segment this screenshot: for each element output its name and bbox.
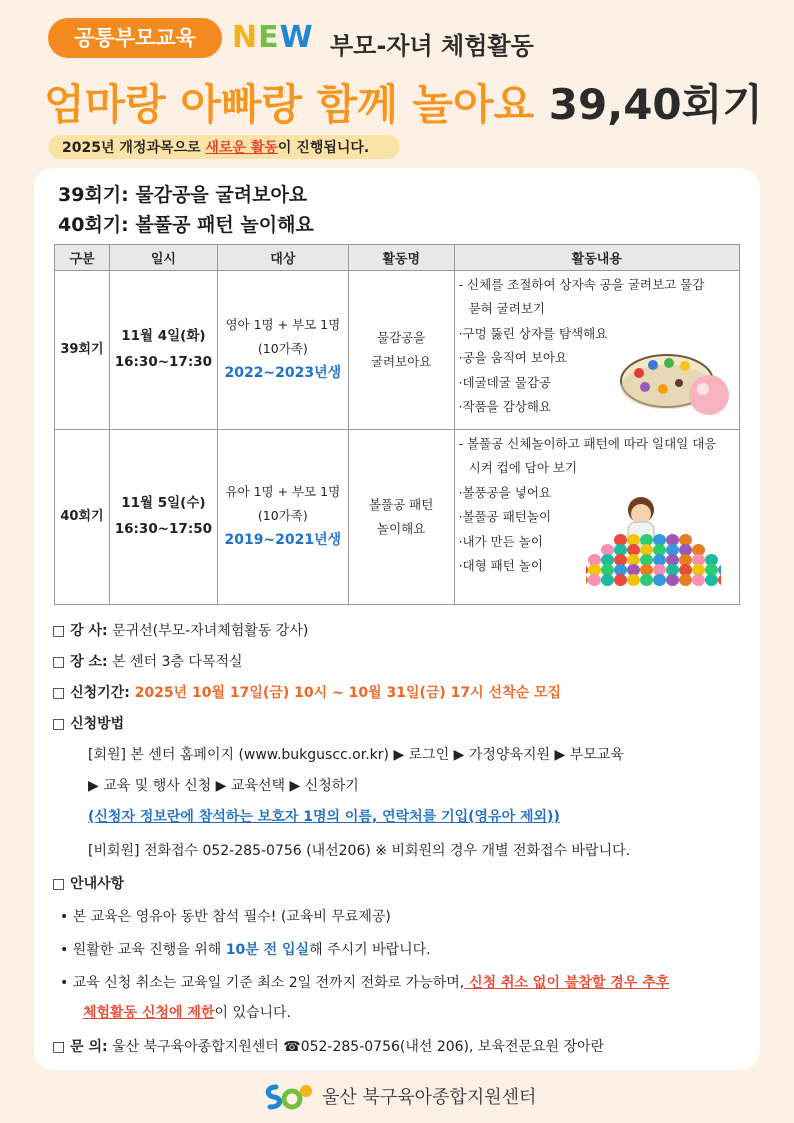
target-families: (10가족) — [257, 340, 308, 356]
guide-item-1: • 본 교육은 영유아 동반 참석 필수! (교육비 무료제공) — [60, 909, 391, 925]
session-cell: 40회기 — [55, 430, 110, 605]
content-line: ·공을 움직여 보아요 — [458, 350, 568, 366]
header-cell: 구분 — [55, 245, 110, 271]
header-cell: 활동명 — [348, 245, 454, 271]
content-line: - 볼풀공 신체놀이하고 패턴에 따라 일대일 대응 — [458, 436, 717, 451]
target-line: 유아 1명 + 부모 1명 — [225, 483, 341, 499]
table-header-row — [55, 245, 740, 271]
activity-cell — [348, 430, 454, 605]
target-cell — [217, 271, 348, 430]
table-row — [55, 430, 740, 605]
ball-pit-ball — [692, 574, 705, 586]
guide-item-3-cont — [83, 1002, 291, 1022]
header-cell: 활동내용 — [454, 245, 739, 271]
place-row — [52, 651, 243, 671]
content-line: ·구멍 뚫린 상자를 탐색해요 — [458, 325, 608, 341]
footer — [262, 1081, 536, 1111]
guide3-warning-cont: 체험활동 신청에 제한 — [83, 1005, 215, 1021]
date: 11월 5일(수) — [121, 495, 206, 512]
date: 11월 4일(화) — [121, 328, 206, 345]
guide-item-3 — [60, 972, 669, 992]
title-main: 엄마랑 아빠랑 함께 놀아요 — [44, 80, 535, 129]
birth-years: 2022~2023년생 — [224, 365, 342, 382]
new-letter-e: E — [258, 20, 280, 55]
place-label: □ 장 소: — [52, 654, 108, 670]
period-value: 2025년 10월 17일(금) 10시 ~ 10월 31일(금) 17시 선착순 모집 — [129, 685, 562, 701]
content-line: ·볼풍공을 넣어요 — [458, 484, 552, 500]
guide2-post: 해 주시기 바랍니다. — [309, 942, 431, 958]
birth-years: 2019~2021년생 — [224, 532, 342, 549]
method-note-text: (신청자 정보란에 참석하는 보호자 1명의 이름, 연락처를 기입(영유아 제외)) — [88, 809, 560, 825]
content-line: ·작품을 감상해요 — [458, 398, 552, 414]
content-line: 묻혀 굴려보기 — [468, 301, 545, 317]
guide2-highlight: 10분 전 입실 — [225, 942, 310, 958]
method-note — [88, 806, 560, 826]
guide-label-text: □ 안내사항 — [52, 876, 125, 892]
time: 16:30~17:30 — [114, 354, 213, 370]
center-logo-icon — [262, 1081, 314, 1111]
ball-pit-ball — [627, 574, 640, 586]
period-row — [52, 682, 561, 702]
notice-post: 이 진행됩니다. — [277, 140, 370, 156]
time: 16:30~17:50 — [114, 521, 213, 537]
new-badge — [232, 20, 314, 55]
content-cell — [454, 271, 739, 430]
method-label — [52, 713, 124, 733]
notice-text — [62, 137, 369, 157]
content-line: 시켜 컵에 담아 보기 — [468, 460, 578, 476]
ball-pit-ball — [666, 574, 679, 586]
datetime-cell — [109, 430, 217, 605]
content-line: ·내가 만든 놀이 — [458, 533, 543, 549]
content-line: ·볼풀공 패턴놀이 — [458, 509, 552, 525]
method-line-1: [회원] 본 센터 홈페이지 (www.bukguscc.or.kr) ▶ 로그인 ▶ 가정양육지원 ▶ 부모교육 — [88, 747, 624, 763]
new-letter-w: W — [279, 20, 314, 55]
organization-name: 울산 북구육아종합지원센터 — [322, 1087, 537, 1108]
ball-pit-ball — [718, 574, 721, 586]
ball-pit-ball — [653, 574, 666, 586]
content-cell — [454, 430, 739, 605]
notice-pre: 2025년 개정과목으로 — [62, 140, 206, 156]
target-cell — [217, 430, 348, 605]
session-cell: 39회기 — [55, 271, 110, 430]
content-line: - 신체를 조절하여 상자속 공을 굴려보고 물감 — [458, 277, 705, 292]
ball-pit-ball — [588, 574, 601, 586]
contact-label: □ 문 의: — [52, 1039, 108, 1055]
datetime-cell — [109, 271, 217, 430]
contact-value: 울산 북구육아종합지원센터 ☎052-285-0756(내선 206), 보육전문요원 장아란 — [107, 1039, 605, 1055]
ball-pit-ball — [614, 574, 627, 586]
guide3-pre: • 교육 신청 취소는 교육일 기준 최소 2일 전까지 전화로 가능하며, — [60, 975, 465, 991]
program-subtitle: 부모-자녀 체험활동 — [330, 32, 534, 60]
ball-pit-ball — [679, 574, 692, 586]
period-label: □ 신청기간: — [52, 685, 130, 701]
activity-line: 놀이해요 — [377, 521, 426, 536]
content-line: ·대형 패턴 놀이 — [458, 557, 543, 573]
category-badge: 공통부모교육 — [48, 18, 222, 58]
activity-cell — [348, 271, 454, 430]
header — [0, 0, 794, 165]
activity-line: 볼풀공 패턴 — [368, 497, 434, 513]
target-families: (10가족) — [257, 507, 308, 523]
guide3-post: 이 있습니다. — [214, 1005, 291, 1021]
guide-item-2 — [60, 939, 431, 959]
session-40-title: 40회기: 볼풀공 패턴 놀이해요 — [58, 214, 314, 236]
guide2-pre: • 원활한 교육 진행을 위해 — [60, 942, 226, 958]
table-row — [55, 271, 740, 430]
contact-row — [52, 1036, 604, 1056]
ball-pit-ball — [586, 564, 588, 576]
header-cell: 대상 — [217, 245, 348, 271]
page-title — [44, 72, 763, 132]
ball-pit-ball — [640, 574, 653, 586]
header-cell: 일시 — [109, 245, 217, 271]
guide-label — [52, 873, 124, 893]
activity-line: 굴려보아요 — [370, 354, 432, 369]
paint-palette-ball-illustration — [619, 349, 731, 419]
instructor-row — [52, 620, 308, 640]
ball-pit-ball — [705, 574, 718, 586]
ball-pit-ball — [601, 574, 614, 586]
program-table — [54, 244, 740, 605]
title-number: 39,40회기 — [548, 80, 763, 129]
activity-line: 물감공을 — [377, 330, 426, 346]
notice-red: 새로운 활동 — [205, 140, 278, 156]
guide3-warning: 신청 취소 없이 불참할 경우 추후 — [464, 975, 670, 991]
place-value: 본 센터 3층 다목적실 — [107, 654, 243, 670]
instructor-value: 문귀선(부모-자녀체험활동 강사) — [107, 623, 309, 639]
method-line-2: ▶ 교육 및 행사 신청 ▶ 교육선택 ▶ 신청하기 — [88, 778, 359, 794]
method-label-text: □ 신청방법 — [52, 716, 125, 732]
ball-pit-ball — [586, 574, 588, 586]
content-line: ·데굴데굴 물감공 — [458, 374, 552, 390]
instructor-label: □ 강 사: — [52, 623, 108, 639]
session-39-title: 39회기: 물감공을 굴려보아요 — [58, 184, 308, 206]
method-line-3: [비회원] 전화접수 052-285-0756 (내선206) ※ 비회원의 경우 개별 전화접수 바랍니다. — [88, 843, 631, 859]
target-line: 영아 1명 + 부모 1명 — [225, 316, 341, 332]
ball-pit-child-illustration — [586, 488, 721, 588]
ball-pit-ball — [718, 564, 721, 576]
new-letter-n: N — [232, 20, 259, 55]
